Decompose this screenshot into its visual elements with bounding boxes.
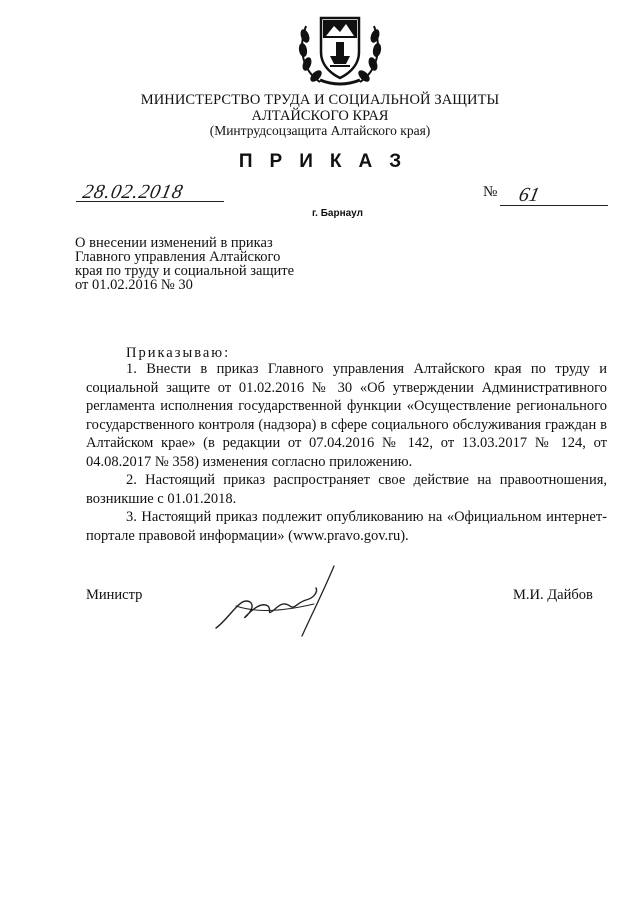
signer-position: Министр <box>86 587 143 603</box>
coat-of-arms-icon <box>290 6 390 88</box>
order-intro: Приказываю: <box>126 345 231 361</box>
number-label: № <box>483 184 498 200</box>
order-item-2: 2. Настоящий приказ распространяет свое действие на правоотношения, возникшие с 01.01.2018. <box>86 472 607 507</box>
number-underline <box>500 204 608 206</box>
subject-line: О внесении изменений в приказ <box>75 235 273 251</box>
subject-line: края по труду и социальной защите <box>75 263 295 279</box>
subject-line: от 01.02.2016 № 30 <box>75 277 193 293</box>
document-type-title: ПРИКАЗ <box>238 151 419 172</box>
city-label: г. Барнаул <box>312 208 363 219</box>
ministry-short-name: (Минтрудсоцзащита Алтайского края) <box>209 123 431 138</box>
document-date: 28.02.2018 <box>80 181 186 203</box>
subject-line: Главного управления Алтайского <box>75 249 281 265</box>
signer-name: М.И. Дайбов <box>513 587 593 603</box>
handwritten-signature <box>210 562 350 642</box>
order-item-1: 1. Внести в приказ Главного управления Алтайского края по труду и социальной защите от 01.02.2016 № 30 «Об утверждении Административного регламента исполнения государственной функции «Осуществление регионального государственного контроля (надзора) в сфере социального обслуживания граждан в Алтайском крае» (в редакции от 07.04.2016 № 142, от 13.03.2017 № 124, от 04.08.2017 № 358) изменения согласно приложению. <box>86 361 607 470</box>
ministry-name-line1: МИНИСТЕРСТВО ТРУДА И СОЦИАЛЬНОЙ ЗАЩИТЫ <box>140 92 500 108</box>
ministry-name-line2: АЛТАЙСКОГО КРАЯ <box>251 108 389 124</box>
date-underline <box>76 200 224 202</box>
order-item-3: 3. Настоящий приказ подлежит опубликованию на «Официальном интернет-портале правовой информации» (www.pravo.gov.ru). <box>86 509 607 544</box>
document-number: 61 <box>516 184 542 206</box>
order-body <box>86 360 607 545</box>
order-subject <box>75 236 336 292</box>
